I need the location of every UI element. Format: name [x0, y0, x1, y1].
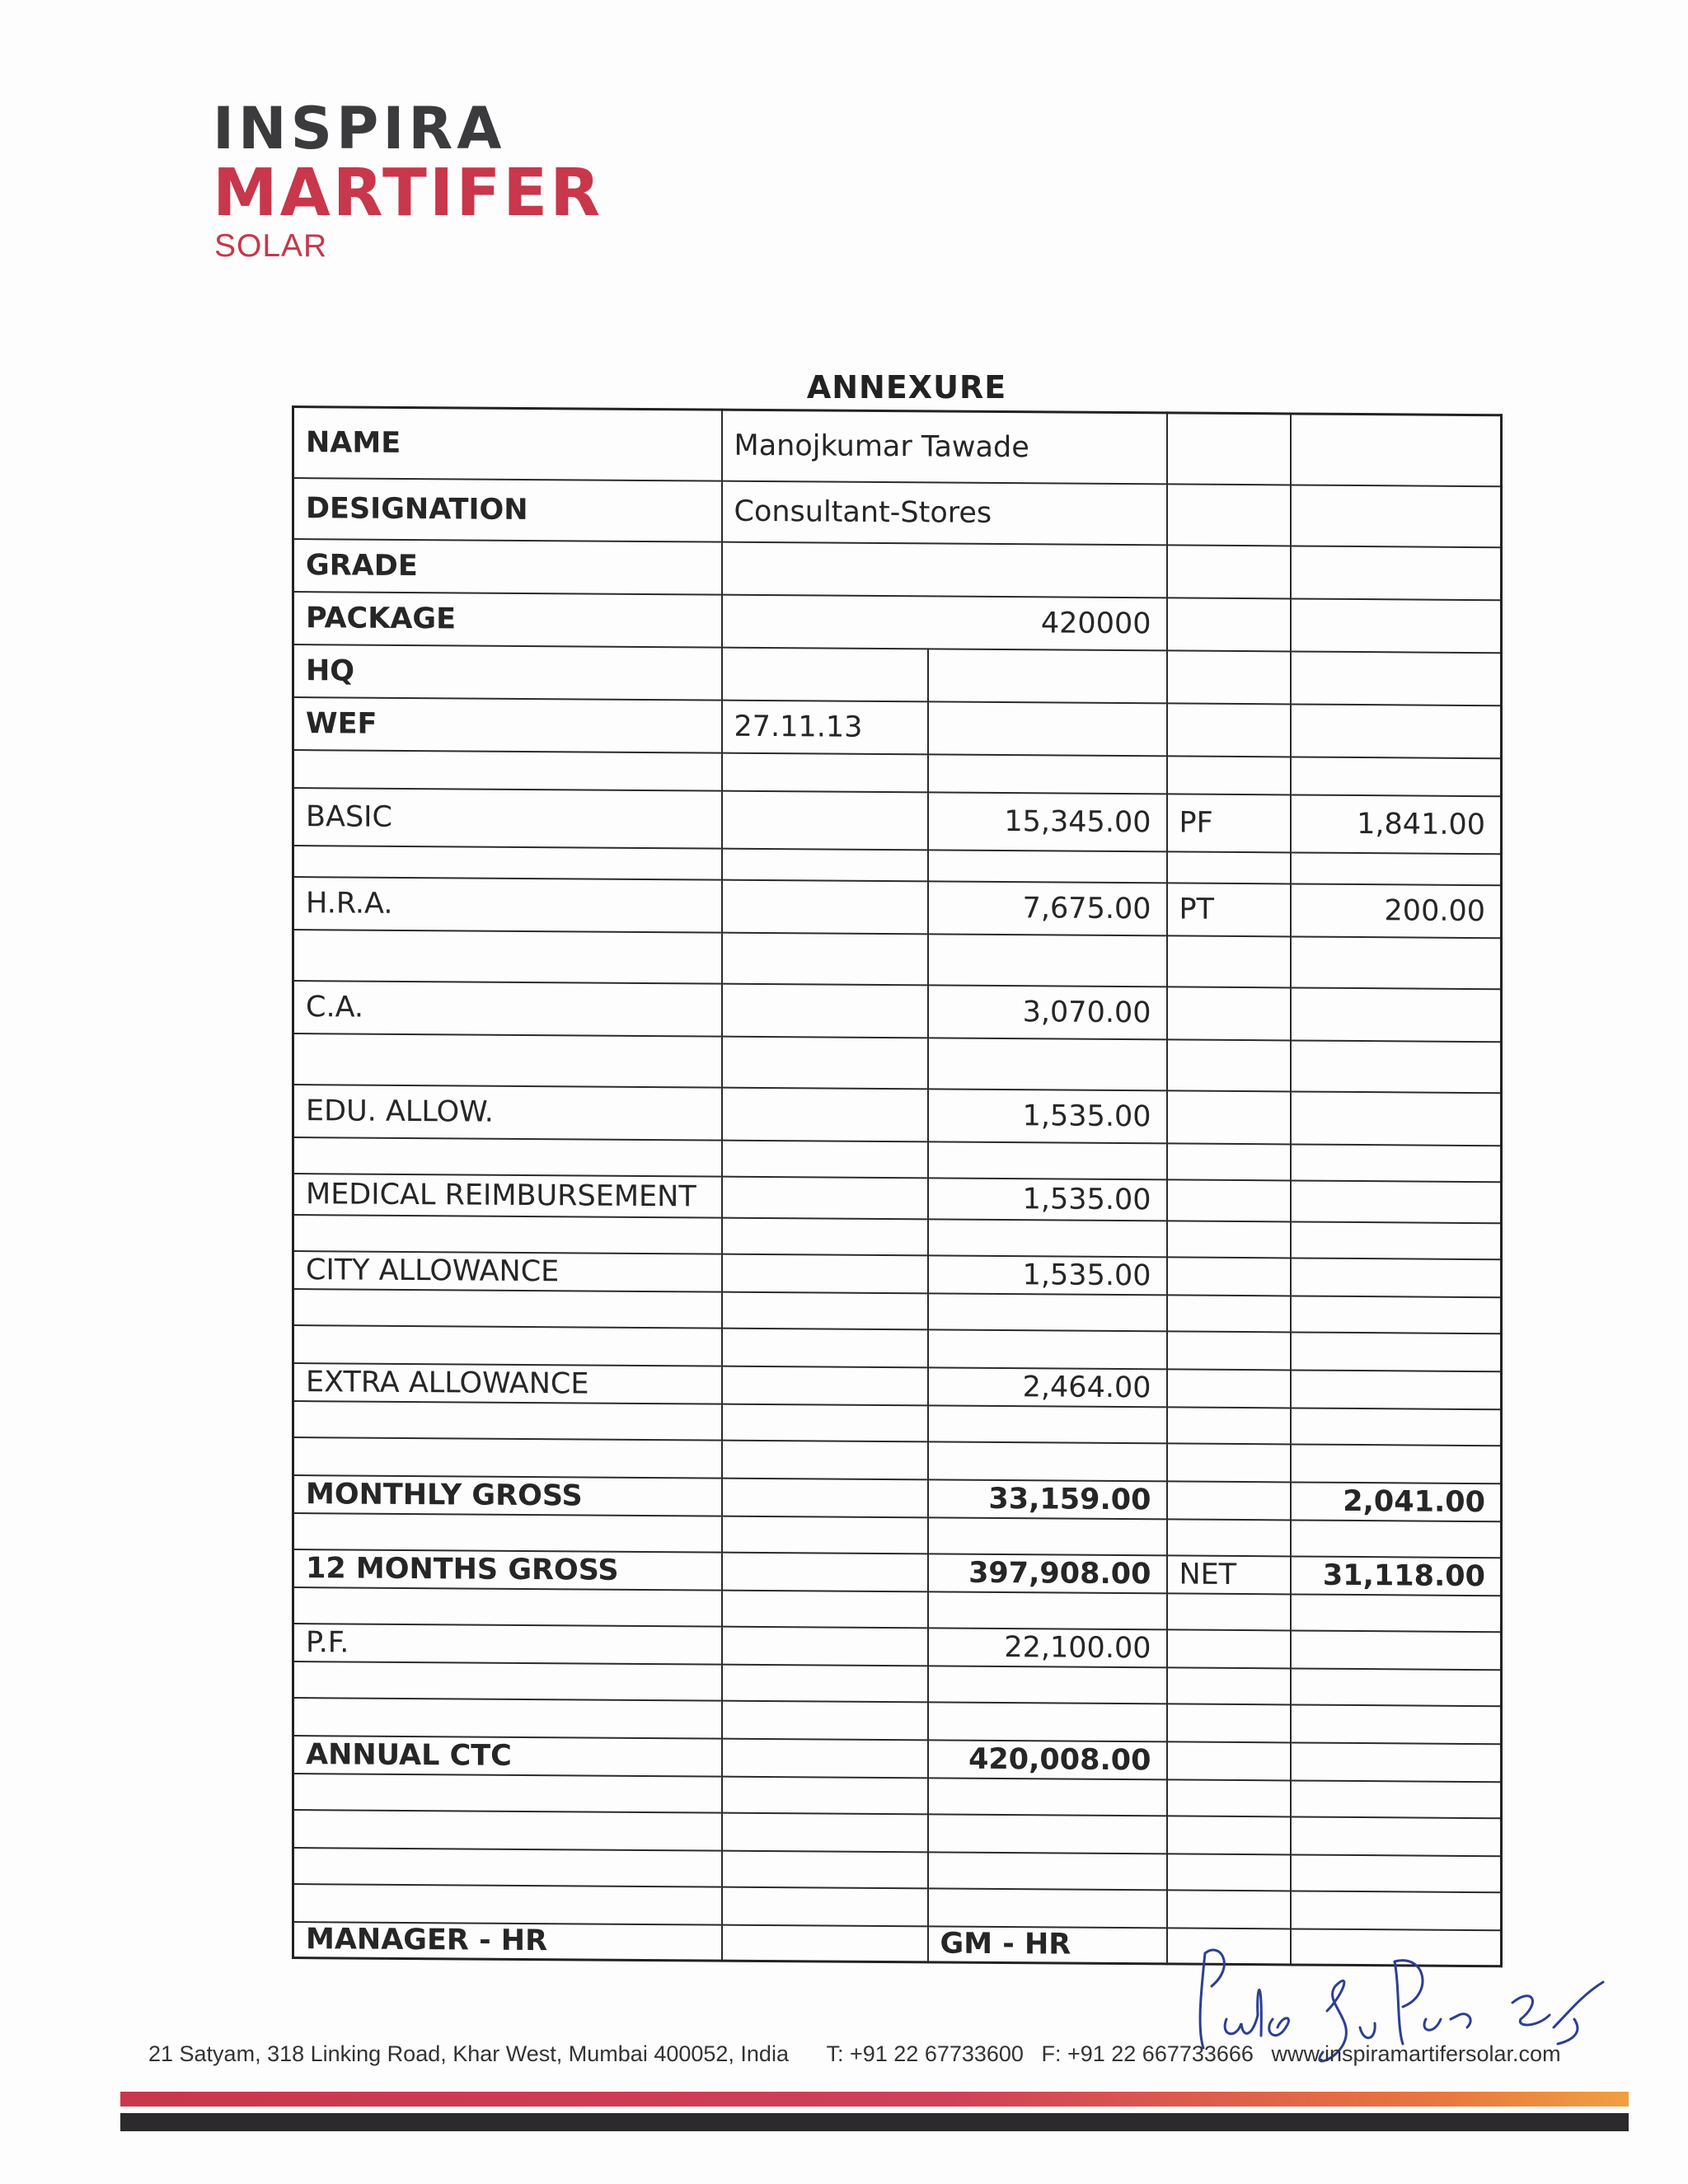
logo-line-solar: SOLAR	[214, 228, 328, 264]
pf-value: 1,841.00	[1291, 794, 1502, 854]
company-logo	[213, 97, 603, 267]
table-row	[293, 1033, 1502, 1093]
hra-value: 7,675.00	[928, 881, 1167, 935]
designation-value: Consultant-Stores	[722, 480, 1167, 545]
basic-value: 15,345.00	[928, 792, 1167, 851]
monthly-gross-value: 33,159.00	[928, 1479, 1167, 1519]
footer-address: 21 Satyam, 318 Linking Road, Khar West, Mumbai 400052, India	[148, 2041, 789, 2066]
deductions-total-value: 2,041.00	[1291, 1482, 1502, 1521]
table-row	[293, 407, 1502, 486]
table-row	[293, 788, 1502, 854]
hq-label: HQ	[293, 644, 722, 701]
table-row	[293, 1085, 1502, 1146]
annual-ctc-value: 420,008.00	[928, 1740, 1167, 1779]
manager-hr-label: MANAGER - HR	[293, 1922, 722, 1961]
city-allowance-label: CITY ALLOWANCE	[293, 1251, 722, 1292]
footer-stripe-red	[120, 2092, 1629, 2107]
name-label: NAME	[293, 407, 722, 481]
pf-label: PF	[1167, 794, 1291, 852]
table-row	[293, 981, 1502, 1042]
edu-allow-value: 1,535.00	[928, 1089, 1167, 1143]
medical-label: MEDICAL REIMBURSEMENT	[293, 1174, 722, 1218]
footer-website-link[interactable]: www.inspiramartifersolar.com	[1271, 2041, 1561, 2066]
gm-hr-label: GM - HR	[928, 1926, 1167, 1964]
wef-value: 27.11.13	[722, 700, 928, 754]
footer-contact	[148, 2041, 1561, 2067]
package-label: PACKAGE	[293, 592, 722, 648]
net-label: NET	[1167, 1555, 1291, 1594]
table-row	[293, 697, 1502, 758]
extra-allowance-value: 2,464.00	[928, 1367, 1167, 1407]
package-value: 420000	[722, 594, 1167, 650]
net-value: 31,118.00	[1291, 1556, 1502, 1596]
annual-gross-label: 12 MONTHS GROSS	[293, 1549, 722, 1591]
table-row	[293, 592, 1502, 653]
ca-label: C.A.	[293, 981, 722, 1037]
name-value: Manojkumar Tawade	[722, 410, 1167, 484]
annual-ctc-label: ANNUAL CTC	[293, 1736, 722, 1777]
city-allowance-value: 1,535.00	[928, 1255, 1167, 1295]
annual-gross-value: 397,908.00	[928, 1554, 1167, 1593]
logo-line-inspira: INSPIRA	[213, 95, 506, 162]
monthly-gross-label: MONTHLY GROSS	[293, 1475, 722, 1516]
footer-tel: T: +91 22 67733600	[826, 2041, 1024, 2066]
table-row	[293, 539, 1502, 600]
table-row	[293, 930, 1502, 989]
extra-allowance-label: EXTRA ALLOWANCE	[293, 1363, 722, 1404]
medical-value: 1,535.00	[928, 1178, 1167, 1221]
pf-annual-value: 22,100.00	[928, 1628, 1167, 1667]
footer-stripe-dark	[120, 2113, 1629, 2131]
logo-line-martifer: MARTIFER	[213, 155, 603, 231]
pt-value: 200.00	[1291, 883, 1502, 938]
ca-value: 3,070.00	[928, 985, 1167, 1039]
edu-allow-label: EDU. ALLOW.	[293, 1085, 722, 1141]
basic-label: BASIC	[293, 788, 722, 849]
table-row	[293, 644, 1502, 705]
pf-annual-label: P.F.	[293, 1624, 722, 1665]
hra-label: H.R.A.	[293, 877, 722, 933]
annexure-table-wrapper	[292, 405, 1503, 1967]
footer-fax: F: +91 22 667733666	[1041, 2041, 1254, 2066]
table-row	[293, 478, 1502, 547]
designation-label: DESIGNATION	[293, 478, 722, 542]
document-title: ANNEXURE	[806, 369, 1007, 405]
table-row	[293, 877, 1502, 938]
pt-label: PT	[1167, 883, 1291, 936]
wef-label: WEF	[293, 697, 722, 753]
annexure-table	[292, 405, 1503, 1967]
grade-label: GRADE	[293, 539, 722, 595]
